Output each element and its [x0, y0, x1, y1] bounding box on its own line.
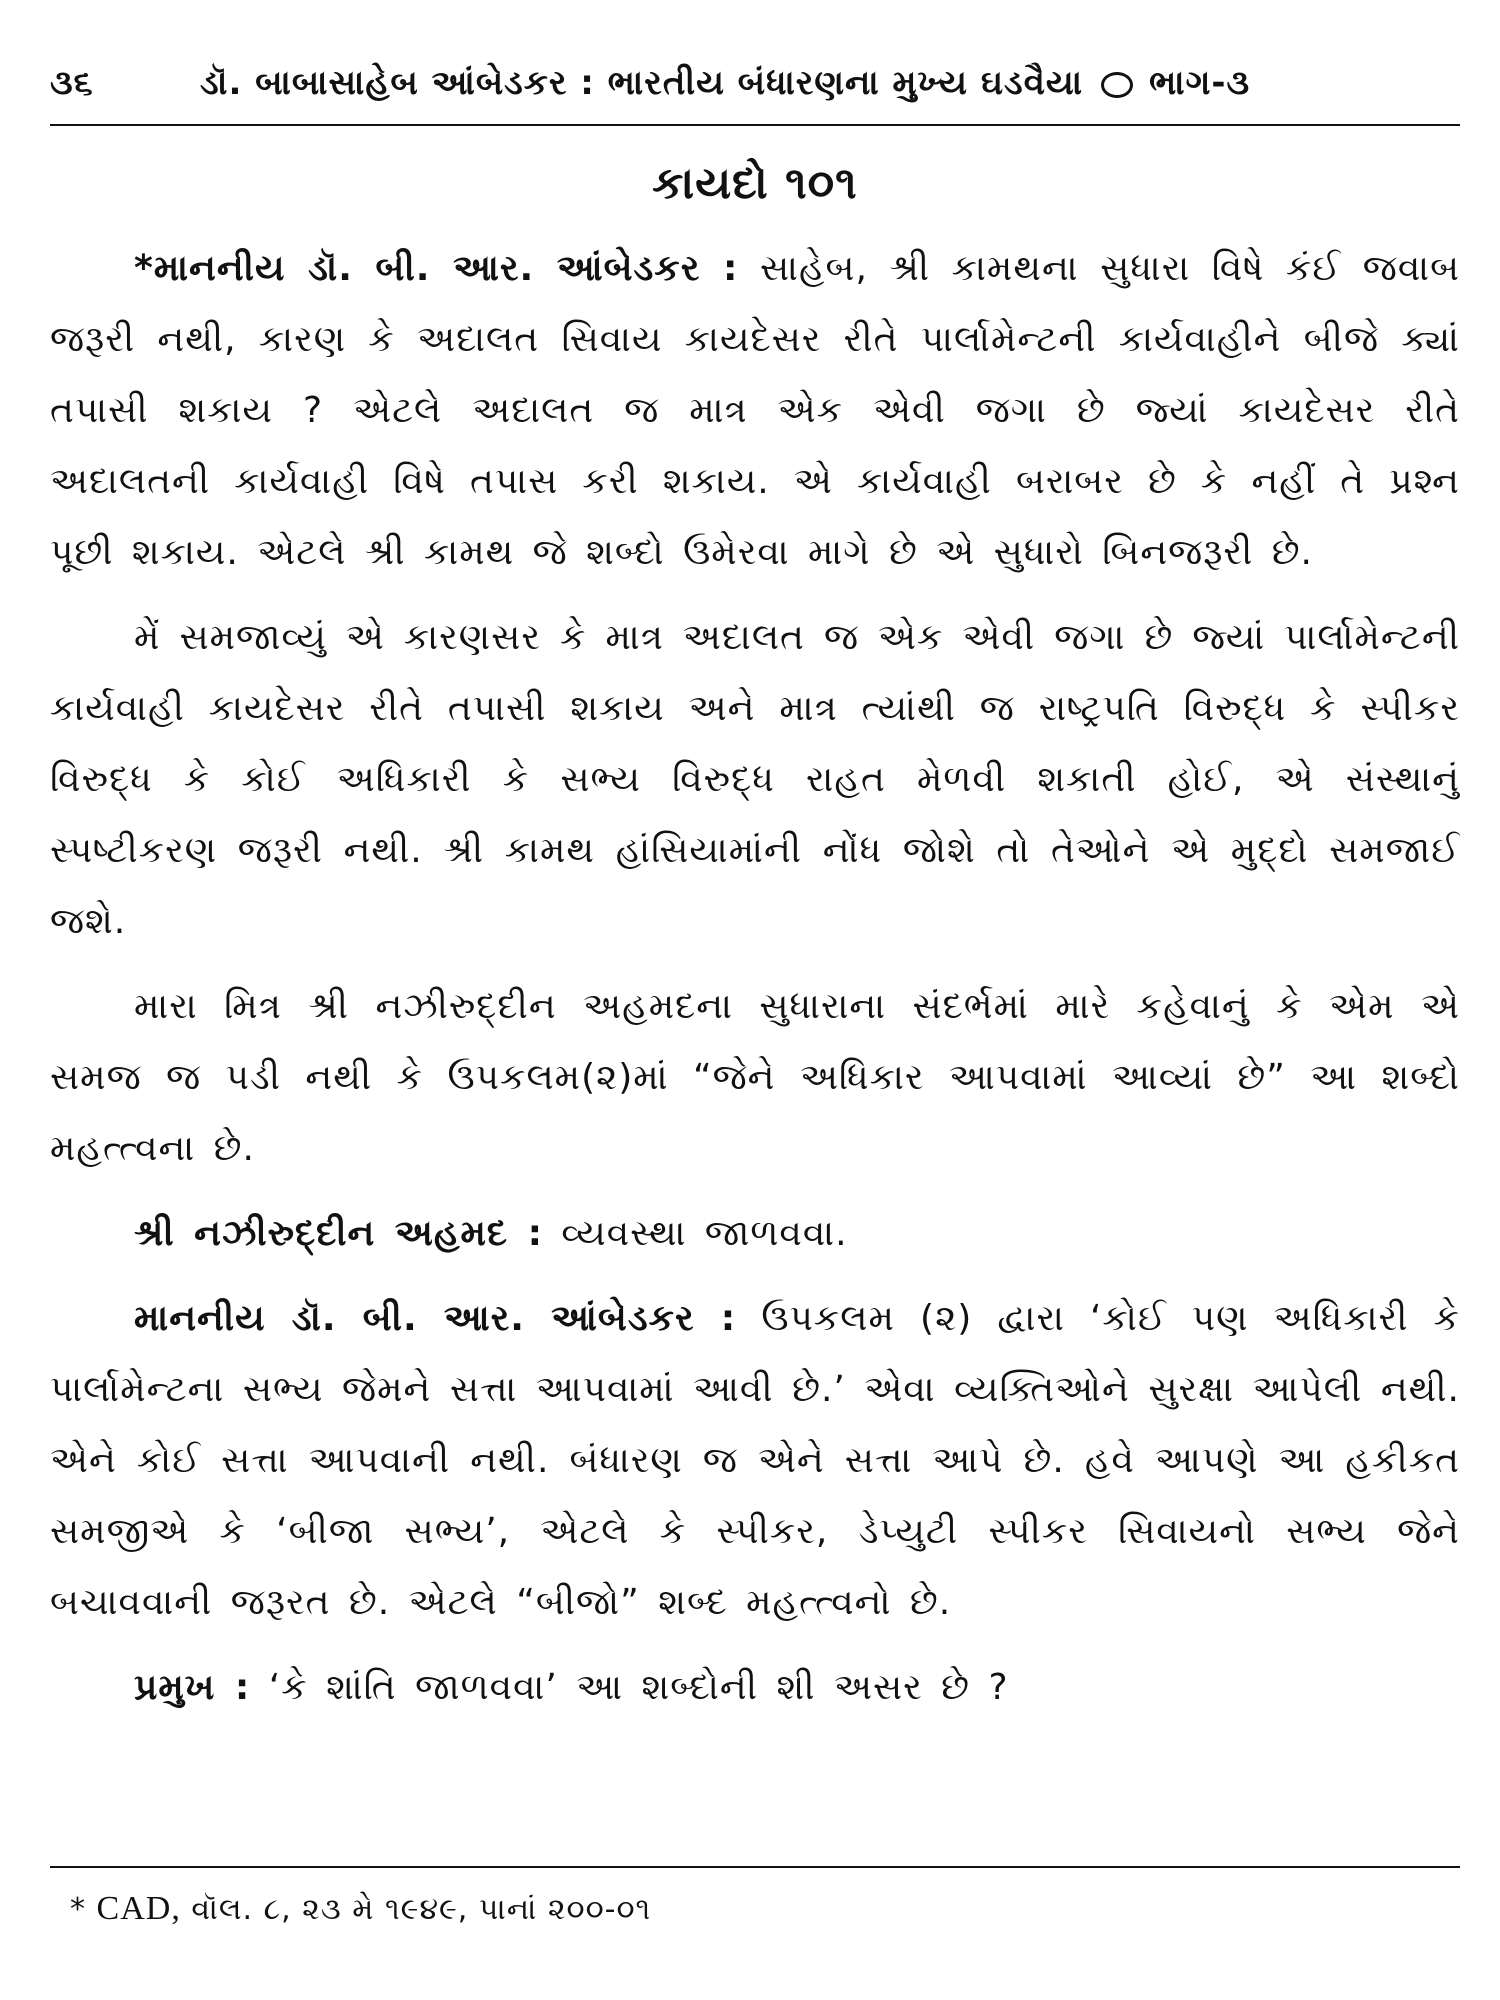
speaker-name: *માનનીય ડૉ. બી. આર. આંબેડકર :: [134, 248, 739, 289]
speaker-name: શ્રી નઝીરુદ્દીન અહમદ :: [134, 1213, 543, 1254]
paragraph-text: ઉપકલમ (૨) દ્વારા ‘કોઈ પણ અધિકારી કે પાર્લામેન્ટના સભ્ય જેમને સત્તા આપવામાં આવી છે.’ એવા વ્યક્તિઓને સુરક્ષા આપેલી નથી. એને કોઈ સત્તા આપવાની નથી. બંધારણ જ એને સત્તા આપે છે. હવે આપણે આ હકીકત સમજીએ કે ‘બીજા સભ્ય’, એટલે કે સ્પીકર, ડેપ્યુટી સ્પીકર સિવાયનો સભ્ય જેને બચાવવાની જરૂરત છે. એટલે “બીજો” શબ્દ મહત્ત્વનો છે.: [50, 1298, 1460, 1623]
speaker-name: માનનીય ડૉ. બી. આર. આંબેડકર :: [134, 1298, 737, 1339]
paragraph: [50, 1283, 1460, 1638]
page-number: ૩૬: [50, 63, 94, 103]
paragraph-text: મેં સમજાવ્યું એ કારણસર કે માત્ર અદાલત જ એક એવી જગા છે જ્યાં પાર્લામેન્ટની કાર્યવાહી કાયદેસર રીતે તપાસી શકાય અને માત્ર ત્યાંથી જ રાષ્ટ્રપતિ વિરુદ્ધ કે સ્પીકર વિરુદ્ધ કે કોઈ અધિકારી કે સભ્ય વિરુદ્ધ રાહત મેળવી શકાતી હોઈ, એ સંસ્થાનું સ્પષ્ટીકરણ જરૂરી નથી. શ્રી કામથ હાંસિયામાંની નોંધ જોશે તો તેઓને એ મુદ્દો સમજાઈ જશે.: [50, 617, 1460, 942]
paragraph-text: ‘કે શાંતિ જાળવવા’ આ શબ્દોની શી અસર છે ?: [268, 1667, 1009, 1708]
book-part: ભાગ-૩: [1149, 63, 1251, 103]
circle-separator-icon: [1101, 72, 1133, 98]
header-rule: [50, 124, 1460, 126]
paragraph: [50, 602, 1460, 957]
speaker-name: પ્રમુખ :: [134, 1667, 251, 1708]
book-title: [200, 63, 1460, 103]
paragraph-text: વ્યવસ્થા જાળવવા.: [561, 1213, 848, 1254]
footnote-marker: *: [70, 1892, 86, 1927]
book-title-text: ડૉ. બાબાસાહેબ આંબેડકર : ભારતીય બંધારણના મુખ્ય ઘડવૈયા: [200, 63, 1084, 103]
paragraph: [50, 1198, 1460, 1269]
footnote-text: વૉલ. ૮, ૨૩ મે ૧૯૪૯, પાનાં ૨૦૦-૦૧: [191, 1892, 652, 1927]
footnote-ref: CAD,: [96, 1890, 181, 1927]
paragraph: [50, 233, 1460, 588]
paragraph: [50, 971, 1460, 1184]
body-text: [50, 233, 1460, 1723]
paragraph-text: સાહેબ, શ્રી કામથના સુધારા વિષે કંઈ જવાબ જરૂરી નથી, કારણ કે અદાલત સિવાય કાયદેસર રીતે પાર્લામેન્ટની કાર્યવાહીને બીજે ક્યાં તપાસી શકાય ? એટલે અદાલત જ માત્ર એક એવી જગા છે જ્યાં કાયદેસર રીતે અદાલતની કાર્યવાહી વિષે તપાસ કરી શકાય. એ કાર્યવાહી બરાબર છે કે નહીં તે પ્રશ્ન પૂછી શકાય. એટલે શ્રી કામથ જે શબ્દો ઉમેરવા માગે છે એ સુધારો બિનજરૂરી છે.: [50, 248, 1460, 573]
footnote-rule: [50, 1866, 1460, 1868]
section-title: કાયદો ૧૦૧: [652, 158, 858, 209]
footnote: [70, 1890, 651, 1928]
document-page: [50, 48, 1460, 1968]
paragraph-text: મારા મિત્ર શ્રી નઝીરુદ્દીન અહમદના સુધારાના સંદર્ભમાં મારે કહેવાનું કે એમ એ સમજ જ પડી નથી કે ઉપકલમ(૨)માં “જેને અધિકાર આપવામાં આવ્યાં છે” આ શબ્દો મહત્ત્વના છે.: [50, 986, 1460, 1169]
paragraph: [50, 1652, 1460, 1723]
running-header: [50, 48, 1460, 118]
